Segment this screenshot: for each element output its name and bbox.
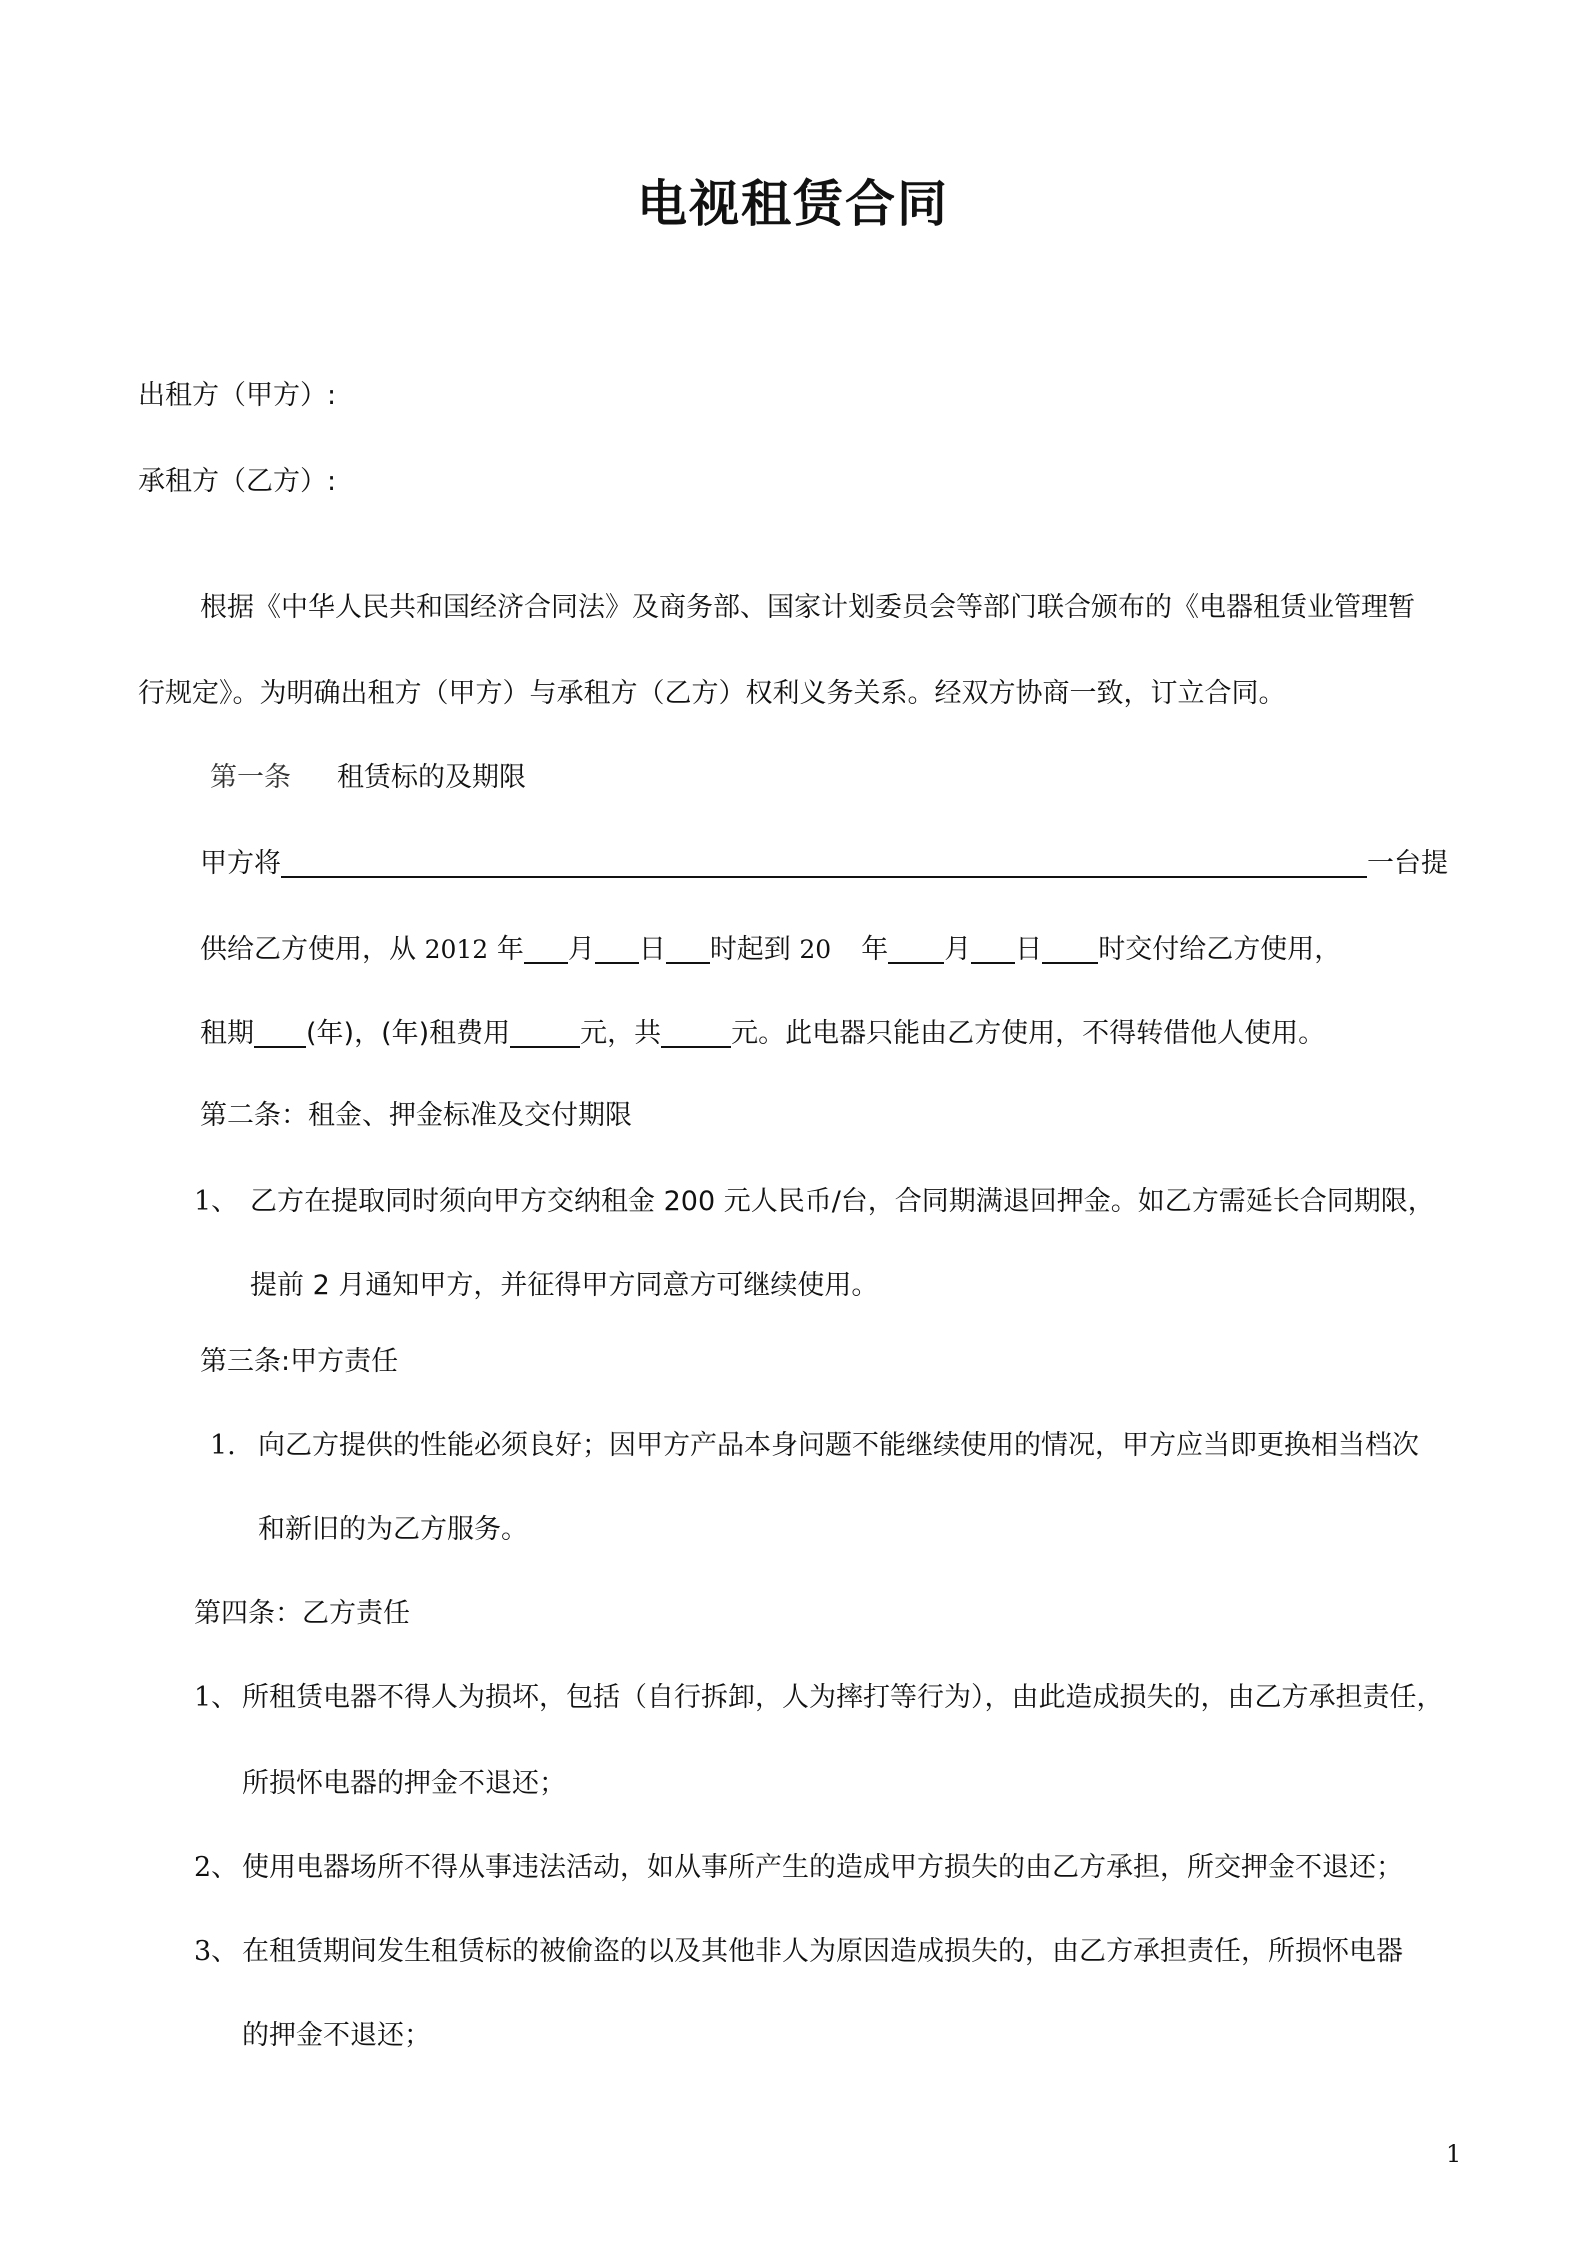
preamble-line-2: 行规定》。为明确出租方（甲方）与承租方（乙方）权利义务关系。经双方协商一致，订立合同。 (138, 678, 1286, 709)
text-segment: 元。此电器只能由乙方使用，不得转借他人使用。 (731, 1018, 1326, 1049)
text-segment: 租期 (200, 1018, 254, 1049)
end-hour-blank (1042, 932, 1098, 964)
list-number: 3、 (194, 1936, 239, 1967)
article-1-title: 租赁标的及期限 (337, 762, 526, 793)
total-blank (661, 1016, 731, 1048)
text-segment: 元，共 (580, 1018, 662, 1049)
start-month-blank (524, 932, 568, 964)
article-4-item-3-number (194, 1934, 238, 1970)
article-2-item-1-number (194, 1184, 238, 1220)
list-number: 1. (210, 1430, 236, 1461)
article-3-item-1-line-1: 向乙方提供的性能必须良好；因甲方产品本身问题不能继续使用的情况，甲方应当即更换相当档次 (258, 1430, 1419, 1461)
article-4-heading: 第四条：乙方责任 (194, 1598, 410, 1629)
article-4-item-3-line-2: 的押金不退还； (242, 2020, 431, 2051)
text-segment: 年 (861, 934, 889, 965)
article-4-item-3-line-1: 在租赁期间发生租赁标的被偷盗的以及其他非人为原因造成损失的，由乙方承担责任，所损怀电器 (242, 1936, 1403, 1967)
start-day-blank (595, 932, 639, 964)
article-1-heading (210, 760, 526, 796)
article-1-prefix: 第一条 (210, 762, 291, 793)
term-blank (254, 1016, 306, 1048)
end-month-blank (888, 932, 944, 964)
article-4-item-1-number (194, 1680, 238, 1716)
text-segment: 供给乙方使用，从 (200, 934, 416, 965)
text-segment: 时起到 (709, 934, 791, 965)
article-2-item-1-line-2: 提前 2 月通知甲方，并征得甲方同意方可继续使用。 (250, 1270, 879, 1301)
article-2-heading: 第二条：租金、押金标准及交付期限 (200, 1100, 632, 1131)
text-segment: 月 (944, 934, 972, 965)
text-segment: (年)，(年)租费用 (306, 1018, 511, 1049)
article-4-item-1-line-2: 所损怀电器的押金不退还； (242, 1768, 566, 1799)
article-4-item-2-number (194, 1850, 238, 1886)
start-hour-blank (666, 932, 710, 964)
article-3-heading: 第三条:甲方责任 (200, 1346, 399, 1377)
article-1-line-3 (200, 1016, 1325, 1052)
article-2-item-1-line-1: 乙方在提取同时须向甲方交纳租金 200 元人民币/台，合同期满退回押金。如乙方需延长合同期限， (250, 1186, 1435, 1217)
lessor-label: 出租方（甲方）: (138, 380, 337, 411)
preamble-line-1: 根据《中华人民共和国经济合同法》及商务部、国家计划委员会等部门联合颁布的《电器租赁业管理暂 (200, 592, 1415, 623)
text-segment: 日 (638, 934, 666, 965)
text-segment: 月 (567, 934, 595, 965)
text-segment: 年 (496, 934, 524, 965)
end-day-blank (971, 932, 1015, 964)
text-segment: 甲方将 (200, 848, 281, 879)
article-3-item-1-line-2: 和新旧的为乙方服务。 (258, 1514, 528, 1545)
page-number: 1 (1446, 2140, 1462, 2168)
start-year: 2012 (424, 935, 489, 964)
text-segment: 时交付给乙方使用， (1098, 934, 1342, 965)
list-number: 2、 (194, 1852, 239, 1883)
text-segment: 日 (1015, 934, 1043, 965)
fee-blank (510, 1016, 580, 1048)
article-1-line-2 (200, 932, 1341, 968)
list-number: 1、 (194, 1682, 239, 1713)
text-segment: 一台提 (1367, 848, 1448, 879)
article-3-item-1-number (210, 1428, 236, 1464)
article-4-item-2-line-1: 使用电器场所不得从事违法活动，如从事所产生的造成甲方损失的由乙方承担，所交押金不退还； (242, 1852, 1403, 1883)
item-name-blank (281, 846, 1367, 878)
end-year: 20 (799, 935, 832, 964)
article-4-item-1-line-1: 所租赁电器不得人为损坏，包括（自行拆卸，人为摔打等行为），由此造成损失的，由乙方承担责任， (242, 1682, 1444, 1713)
lessee-label: 承租方（乙方）: (138, 466, 337, 497)
article-1-line-1 (200, 846, 1448, 882)
list-number: 1、 (194, 1186, 239, 1217)
document-title: 电视租赁合同 (637, 175, 949, 233)
